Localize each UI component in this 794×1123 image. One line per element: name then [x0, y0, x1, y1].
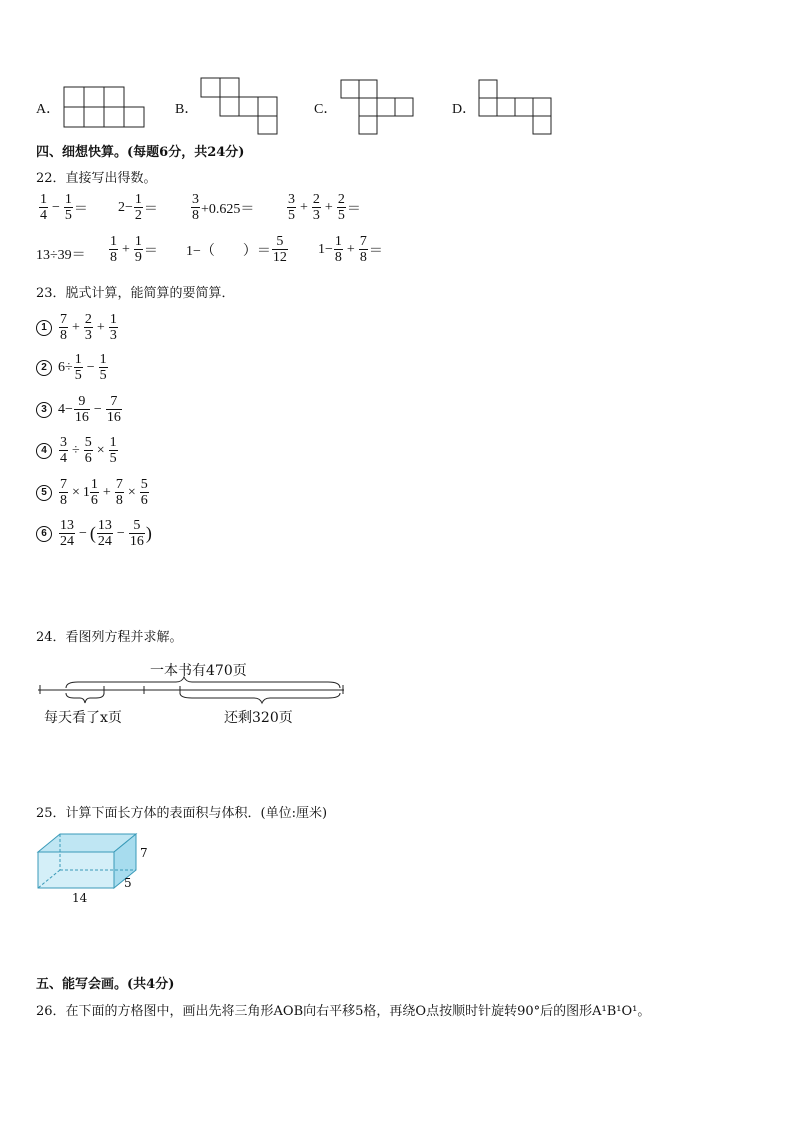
option-b-label: B． — [175, 102, 199, 117]
q23-item-3: 3 4− $\frac{9}{16}$ − $\frac{7}{16}$ — [36, 394, 123, 425]
q22-expr-8: 1− $\frac{1}{8}$ + $\frac{7}{8}$ ＝ — [318, 234, 383, 265]
q23-item-1: 1 $\frac{7}{8}$ + $\frac{2}{3}$ + $\frac{1}{3}$ — [36, 312, 119, 343]
q22-expr-7: 1−（ ）＝ $\frac{5}{12}$ — [186, 234, 287, 265]
option-c-label: C． — [314, 102, 338, 117]
q22-expr-5: 13÷39＝ — [36, 248, 86, 263]
q23-item-5: 5 $\frac{7}{8}$ × 1 $\frac{1}{6}$ + $\frac{7}{8}$ × $\frac{5}{6}$ — [36, 477, 150, 508]
option-d-net — [478, 79, 554, 135]
q22-title: 22．直接写出得数。 — [36, 171, 157, 186]
q23-item-2: 2 6÷ $\frac{1}{5}$ − $\frac{1}{5}$ — [36, 352, 109, 383]
option-d-label: D． — [452, 102, 477, 117]
q23-item-4: 4 $\frac{3}{4}$ ÷ $\frac{5}{6}$ × $\frac{1}{5}$ — [36, 435, 119, 466]
q24-top-label: 一本书有470页 — [150, 663, 247, 679]
option-a-net — [63, 86, 145, 128]
q24-right-label: 还剩320页 — [224, 710, 293, 726]
q22-expr-6: $\frac{1}{8}$ + $\frac{1}{9}$ ＝ — [110, 234, 158, 265]
q22-expr-1: $\frac{1}{4}$ − $\frac{1}{5}$ ＝ — [40, 192, 88, 223]
q26-text: 26．在下面的方格图中，画出先将三角形AOB向右平移5格，再绕O点按顺时针旋转90°后的图形A¹B¹O¹。 — [36, 1004, 651, 1019]
q23-title: 23．脱式计算，能简算的要简算． — [36, 286, 235, 301]
q22-expr-2: 2− $\frac{1}{2}$ ＝ — [118, 192, 158, 223]
q25-height-label: 7 — [140, 846, 148, 860]
q25-width-label: 5 — [124, 876, 132, 890]
option-a-label: A． — [36, 102, 61, 117]
q25-length-label: 14 — [72, 891, 88, 905]
q24-title: 24．看图列方程并求解。 — [36, 630, 183, 645]
q24-left-label: 每天看了x页 — [44, 710, 122, 726]
option-b-net — [200, 77, 278, 135]
q23-item-6: 6 $\frac{13}{24}$ − ( $\frac{13}{24}$ − $\frac{5}{16}$ ) — [36, 518, 152, 549]
section-4-heading: 四、细想快算。(每题6分，共24分) — [36, 145, 245, 160]
q25-title: 25．计算下面长方体的表面积与体积．(单位:厘米) — [36, 806, 328, 821]
q24-line-diagram — [38, 676, 348, 708]
q22-expr-4: $\frac{3}{5}$ + $\frac{2}{3}$ + $\frac{2}{5}$ ＝ — [288, 192, 361, 223]
option-c-net — [340, 79, 414, 135]
q22-expr-3: $\frac{3}{8}$ +0.625＝ — [192, 192, 255, 223]
section-5-heading: 五、能写会画。(共4分) — [36, 977, 175, 992]
